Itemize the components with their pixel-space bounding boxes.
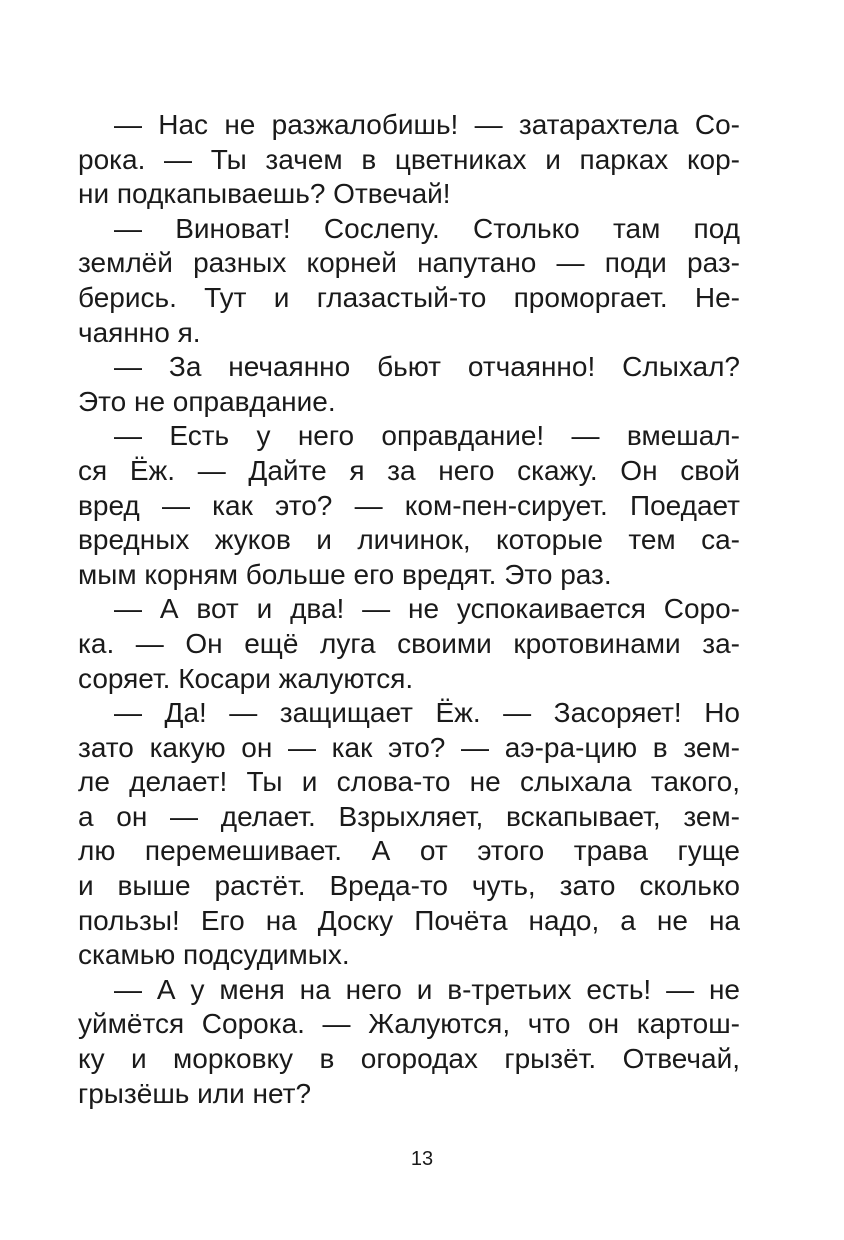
page-number: 13 <box>410 1148 434 1170</box>
text-line: ле делает! Ты и слова-то не слыхала такого, <box>78 766 740 798</box>
text-line: — Да! — защищает Ёж. — Засоряет! Но <box>114 697 740 729</box>
text-line: ка. — Он ещё луга своими кротовинами за- <box>78 627 740 659</box>
text-line: — А вот и два! — не успокаивается Соро- <box>114 593 740 625</box>
text-line: землёй разных корней напутано — поди раз- <box>78 247 740 279</box>
text-line: уймётся Сорока. — Жалуются, что он картош- <box>78 1008 740 1040</box>
text-line: Это не оправдание. <box>78 385 336 417</box>
text-line: берись. Тут и глазастый-то проморгает. Не- <box>78 281 740 313</box>
text-line: — А у меня на него и в-третьих есть! — не <box>114 973 740 1005</box>
text-line: — Есть у него оправдание! — вмешал- <box>114 420 740 452</box>
text-line: пользы! Его на Доску Почёта надо, а не на <box>78 904 740 936</box>
text-line: — Виноват! Сослепу. Столько там под <box>114 212 740 244</box>
text-line: — Нас не разжалобишь! — затарахтела Со- <box>114 109 740 140</box>
text-line: ся Ёж. — Дайте я за него скажу. Он свой <box>78 454 740 486</box>
text-line: скамью подсудимых. <box>78 939 350 971</box>
text-line: и выше растёт. Вреда-то чуть, зато сколько <box>78 870 740 902</box>
text-line: зато какую он — как это? — аэ-ра-цию в зем- <box>78 731 740 763</box>
text-line: чаянно я. <box>78 316 201 348</box>
text-line: соряет. Косари жалуются. <box>78 662 414 694</box>
text-line: вред — как это? — ком-пен-сирует. Поедает <box>78 489 740 521</box>
text-line: вредных жуков и личинок, которые тем са- <box>78 524 740 556</box>
text-line: рока. — Ты зачем в цветниках и парках кор- <box>78 143 740 175</box>
text-line: а он — делает. Взрыхляет, вскапывает, зем- <box>78 800 740 832</box>
text-line: ни подкапываешь? Отвечай! <box>78 178 451 210</box>
text-line: ку и морковку в огородах грызёт. Отвечай, <box>78 1043 740 1075</box>
text-line: грызёшь или нет? <box>78 1077 312 1109</box>
text-line: лю перемешивает. А от этого трава гуще <box>78 835 740 867</box>
text-line: мым корням больше его вредят. Это раз. <box>78 558 612 590</box>
page-text <box>78 108 740 1111</box>
text-line: — За нечаянно бьют отчаянно! Слыхал? <box>114 351 740 383</box>
